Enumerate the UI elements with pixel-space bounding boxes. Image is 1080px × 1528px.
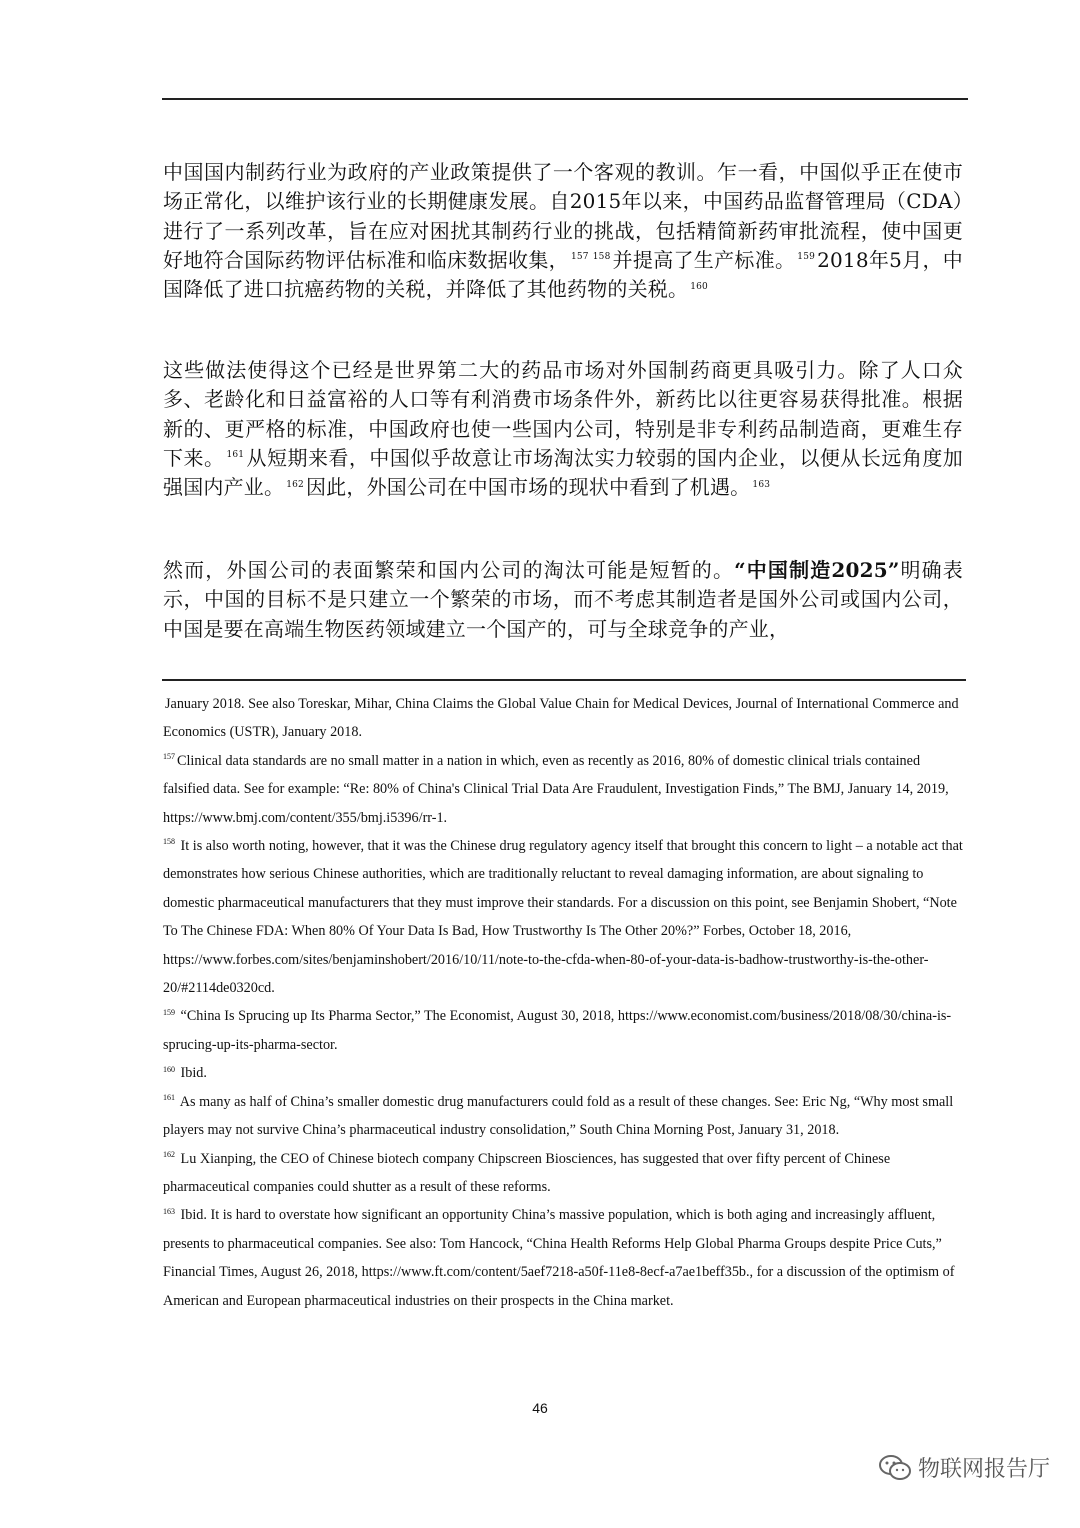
footnote-161: $^{161}$ As many as half of China’s smaller domestic drug manufacturers could fold as a result of these changes. See: Eric Ng, “Why most small players may not survive China’s pharmaceutical industry consolidation,” South China Morning Post, January 31, 2018. (163, 1092, 954, 1139)
footnote-ref-159[interactable]: 159 (797, 252, 816, 263)
footnote-163: $^{163}$ Ibid. It is hard to overstate how significant an opportunity China’s massive population, which is both aging and increasingly affluent, presents to pharmaceutical companies. See also: Tom Hancock, “China Health Reforms Help Global Pharma Groups despite Price Cuts,” Financial Times, August 26, 2018, https://www.ft.com/content/5aef7218-a50f-11e8-8ecf-a7ae1beff35b., for a discussion of the optimism of American and European pharmaceutical industries on their prospects in the China market. (163, 1206, 955, 1309)
watermark (878, 1452, 1050, 1483)
footnote-ref-162[interactable]: 162 (286, 479, 304, 490)
footnote-160: $^{160}$ Ibid. (163, 1064, 207, 1082)
header-rule (162, 98, 968, 100)
footnote-162: $^{162}$ Lu Xianping, the CEO of Chinese biotech company Chipscreen Biosciences, has suggested that over fifty percent of Chinese pharmaceutical companies could shutter as a result of these reforms. (163, 1149, 891, 1195)
watermark-text: 物联网报告厅 (917, 1457, 1050, 1482)
footnote-158: $^{158}$ It is also worth noting, however, that it was the Chinese drug regulatory agency itself that brought this concern to light – a notable act that demonstrates how serious Chinese authorities, which are traditionally reluctant to reveal damaging information, are about signaling to domestic pharmaceutical manufacturers that they must improve their standards. For a discussion on this point, see Benjamin Shobert, “Note To The Chinese FDA: When 80% Of Your Data Is Bad, How Trustworthy Is The Other 20%?” Forbes, October 18, 2016, https://www.forbes.com/sites/benjaminshobert/2016/10/11/note-to-the-cfda-when-80-of-your-data-is-badhow-trustworthy-is-the-other-20/#2114de0320cd. (163, 837, 963, 997)
footnote-ref-160[interactable]: 160 (690, 281, 708, 292)
wechat-icon (878, 1454, 912, 1482)
paragraph-3: 然而，外国公司的表面繁荣和国内公司的淘汰可能是短暂的。“中国制造2025”明确表示，中国的目标不是只建立一个繁荣的市场，而不考虑其制造者是国外公司或国内公司，中国是要在高端生物医药领域建立一个国产的，可与全球竞争的产业， (163, 558, 964, 641)
footnote-continued: January 2018. See also Toreskar, Mihar, China Claims the Global Value Chain for Medical Devices, Journal of International Commerce and Economics (USTR), January 2018. (163, 696, 959, 741)
footnote-separator (162, 679, 966, 681)
made-in-china-2025: “中国制造2025” (734, 558, 900, 582)
footnote-ref-158[interactable]: 158 (592, 252, 611, 263)
footnote-159: $^{159}$ “China Is Sprucing up Its Pharma Sector,” The Economist, August 30, 2018, https://www.economist.com/business/2018/08/30/china-is-sprucing-up-its-pharma-sector. (163, 1007, 952, 1053)
paragraph-2: 这些做法使得这个已经是世界第二大的药品市场对外国制药商更具吸引力。除了人口众多、老龄化和日益富裕的人口等有利消费市场条件外，新药比以往更容易获得批准。根据新的、更严格的标准，中国政府也使一些国内公司，特别是非专利药品制造商，更难生存下来。 $^{161}$ 从短期来看，中国似乎故意让市场淘汰实力较弱的国内企业，以便从长远角度加强国内产业。 $^{162}$ 因此，外国公司在中国市场的现状中看到了机遇。 $^{163}$ (163, 358, 964, 500)
footnotes (163, 690, 965, 1315)
footnote-ref-157[interactable]: 157 (570, 252, 589, 263)
page-number: 46 (532, 1400, 548, 1416)
footnote-157: $^{157}$ Clinical data standards are no small matter in a nation in which, even as recently as 2016, 80% of domestic clinical trials contained falsified data. See for example: “Re: 80% of China's Clinical Trial Data Are Fraudulent, Investigation Finds,” The BMJ, January 14, 2019, https://www.bmj.com/content/355/bmj.i5396/rr-1. (163, 752, 949, 826)
paragraph-1: 中国国内制药行业为政府的产业政策提供了一个客观的教训。乍一看，中国似乎正在使市场正常化，以维护该行业的长期健康发展。自2015年以来，中国药品监督管理局（CDA）进行了一系列改革，旨在应对困扰其制药行业的挑战，包括精简新药审批流程，使中国更好地符合国际药物评估标准和临床数据收集， $^{157}$ $^{158}$ 并提高了生产标准。 $^{159}$ 2018年5月，中国降低了进口抗癌药物的关税，并降低了其他药物的关税。 $^{160}$ (163, 160, 963, 302)
footnote-ref-161[interactable]: 161 (226, 450, 245, 461)
footnote-ref-163[interactable]: 163 (752, 479, 771, 490)
